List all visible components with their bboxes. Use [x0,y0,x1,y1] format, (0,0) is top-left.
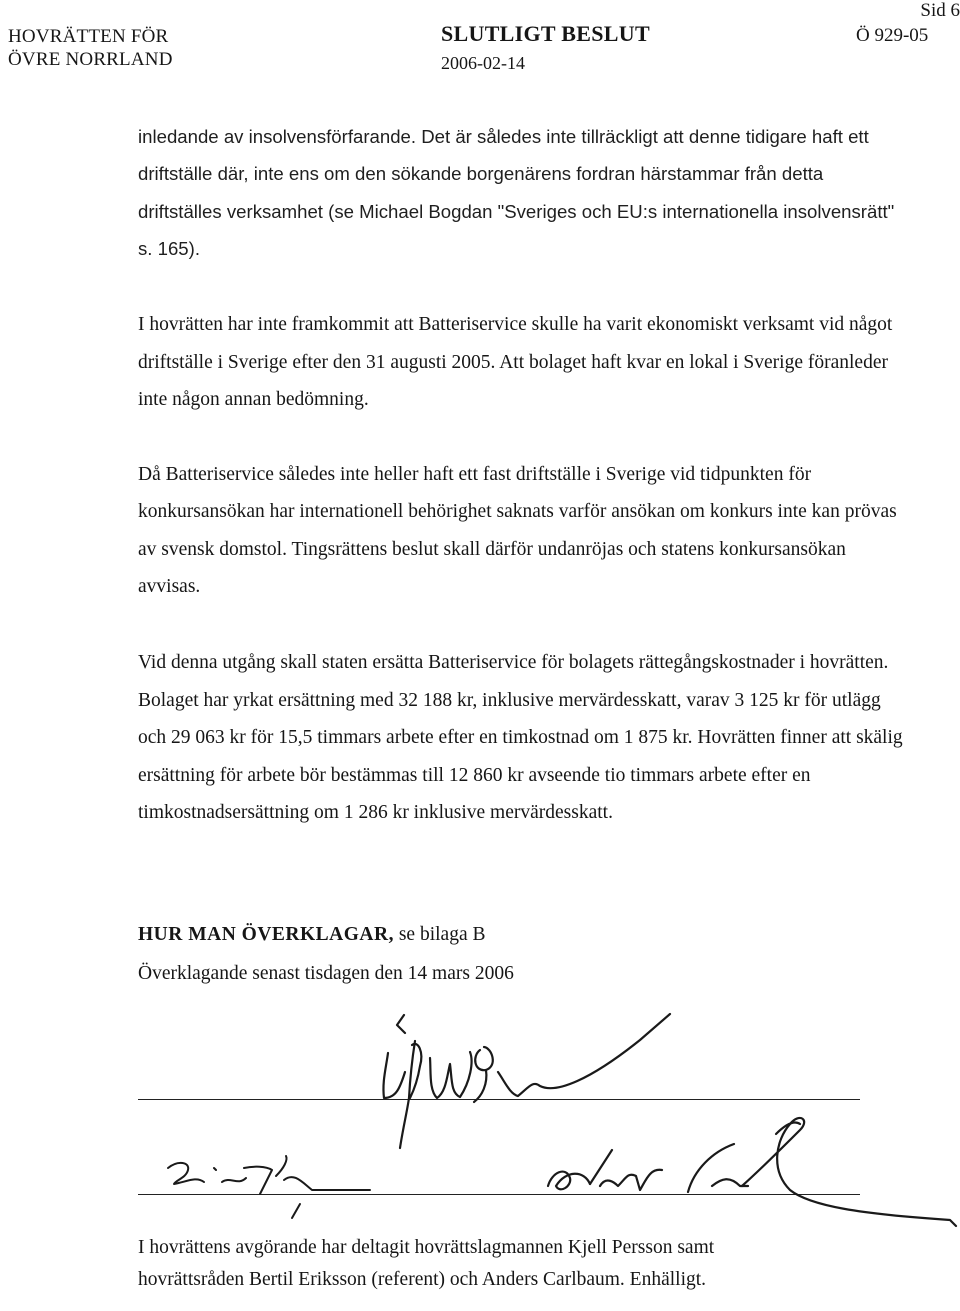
footer-line1: I hovrättens avgörande har deltagit hovrättslagmannen Kjell Persson samt [138,1237,715,1258]
appeal-heading-line [138,915,908,954]
case-number: Ö 929-05 [856,25,929,46]
court-name-line2: ÖVRE NORRLAND [8,49,173,70]
signature-carlbaum [548,1118,956,1226]
signature-eriksson [168,1156,370,1218]
footer-panel [138,1232,918,1296]
paragraph-establishment: I hovrätten har inte framkommit att Batteriservice skulle ha varit ekonomiskt verksamt vid något driftställe i Sverige efter den 31 augusti 2005. Att bolaget haft kvar en lokal i Sverige föranleder inte någon annan bedömning. [138,314,893,410]
paragraph-insolvency: inledande av insolvensförfarande. Det är således inte tillräckligt att denne tidigare haft ett driftställe där, inte ens om den sökande borgenärens fordran härstammar från detta driftställes verksamhet (se Michael Bogdan "Sveriges och EU:s internationella insolvensrätt" s. 165). [138,126,895,260]
appeal-deadline: Överklagande senast tisdagen den 14 mars 2006 [138,963,514,984]
appeal-section [138,915,908,993]
paragraph-costs: Vid denna utgång skall staten ersätta Batteriservice för bolagets rättegångskostnader i hovrätten. Bolaget har yrkat ersättning med 32 188 kr, inklusive mervärdesskatt, varav 3 125 kr för utlägg och 29 063 kr för 15,5 timmars arbete efter en timkostnad om 1 875 kr. Hovrätten finner att skälig ersättning för arbete bör bestämmas till 12 860 kr avseende tio timmars arbete efter en timkostnadsersättning om 1 286 kr inklusive mervärdesskatt. [138,652,903,823]
footer-line2: hovrättsråden Bertil Eriksson (referent) och Anders Carlbaum. Enhälligt. [138,1269,707,1290]
court-name-line1: HOVRÄTTEN FÖR [8,26,169,47]
court-name [8,26,308,72]
appeal-heading: HUR MAN ÖVERKLAGAR, [138,924,394,945]
document-title: SLUTLIGT BESLUT [441,21,650,46]
signatures-graphic [0,990,960,1230]
signature-persson [383,1014,670,1148]
paragraph-jurisdiction: Då Batteriservice således inte heller haft ett fast driftställe i Sverige vid tidpunkten för konkursansökan har internationell behörighet saknats varför ansökan om konkurs inte kan prövas av svensk domstol. Tingsrättens beslut skall därför undanröjas och statens konkursansökan avvisas. [138,464,897,598]
page-number: Sid 6 [920,0,960,21]
appeal-heading-suffix: se bilaga B [393,924,486,945]
document-date: 2006-02-14 [441,53,525,73]
